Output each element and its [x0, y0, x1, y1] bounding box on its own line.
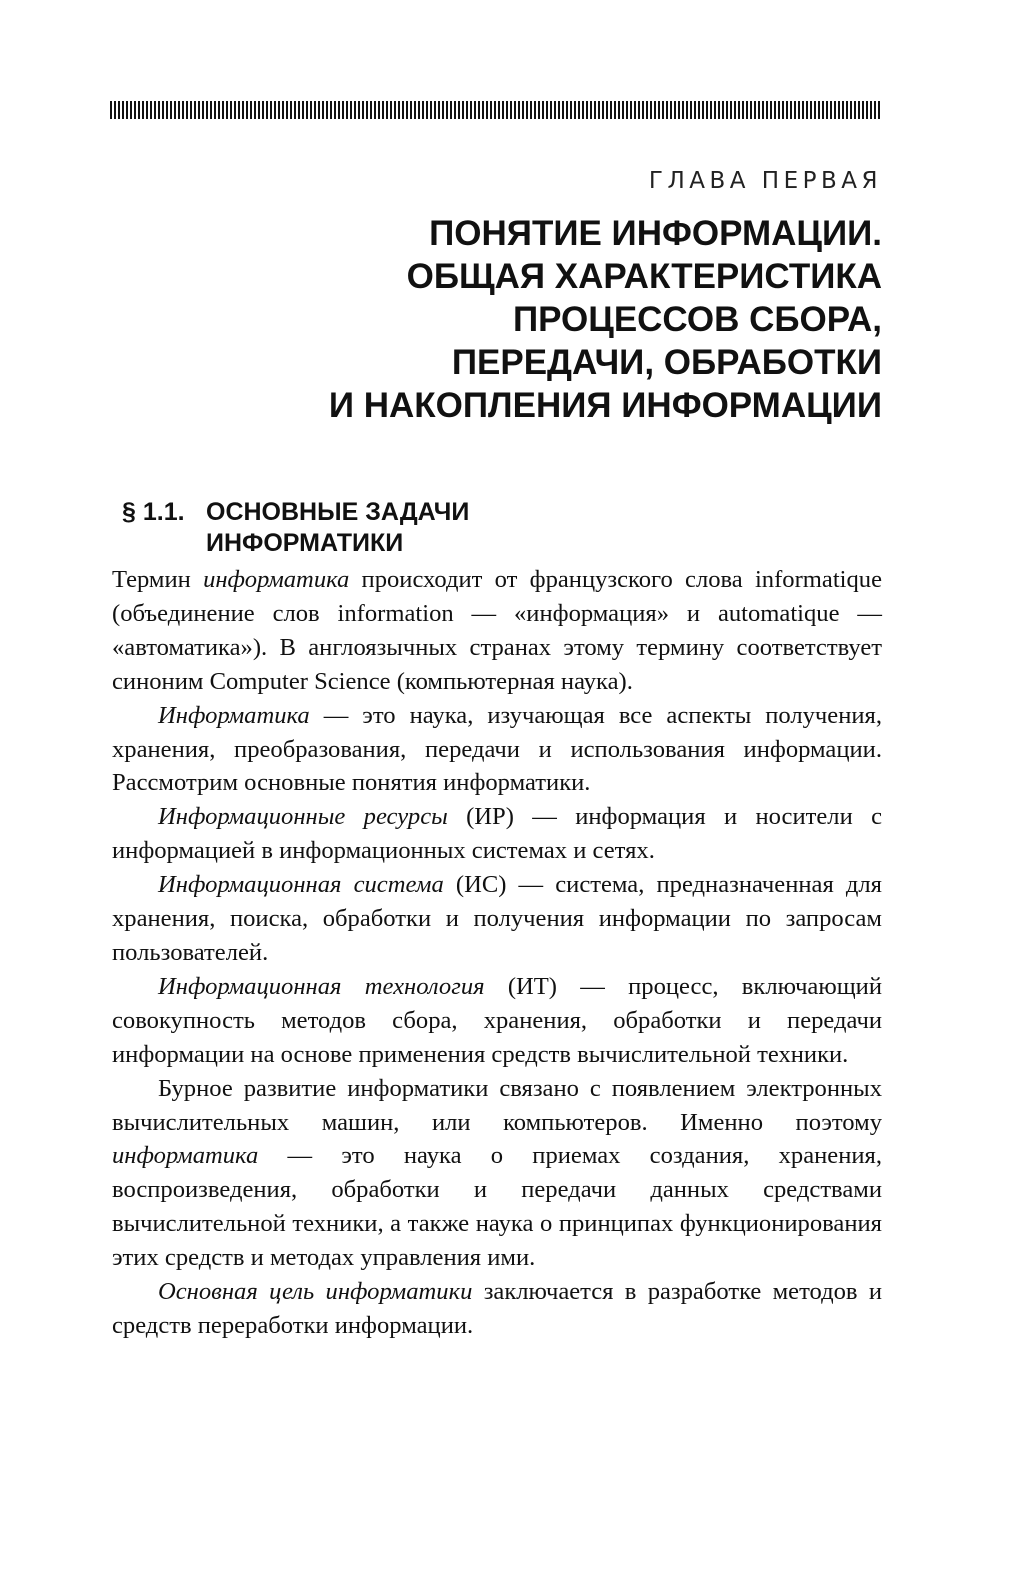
- paragraph-text: заключается в разработке методов и средств переработки информации.: [112, 1278, 883, 1339]
- paragraph-text: (ИС) — система, предназначенная для хранения, поиска, обработки и получения информации по запросам пользователей.: [112, 871, 882, 966]
- chapter-title: [262, 212, 882, 427]
- italic-term: Информационная технология: [158, 972, 485, 1000]
- paragraph-text: Термин: [112, 566, 204, 593]
- header-decorative-rule: [110, 101, 882, 119]
- italic-term: Основная цель информатики: [158, 1278, 473, 1306]
- italic-term: Информационная система: [158, 871, 444, 899]
- section-title-line: ИНФОРМАТИКИ: [206, 529, 404, 557]
- section-title-line: ОСНОВНЫЕ ЗАДАЧИ: [206, 498, 470, 526]
- paragraph-text: Бурное развитие информатики связано с появлением электронных вычислительных машин, или компьютеров. Именно поэтому: [112, 1074, 882, 1136]
- chapter-label: ГЛАВА ПЕРВАЯ: [648, 168, 882, 194]
- italic-term: Информатика: [158, 701, 310, 729]
- body-text: [112, 563, 882, 1343]
- section-heading: [122, 497, 469, 559]
- italic-term: информатика: [112, 1142, 259, 1170]
- paragraph-text: — это наука о приемах создания, хранения, воспроизведения, обработки и передачи данных средствами вычислительной техники, а также наука о принципах функционирования этих средств и методах управления ими.: [112, 1142, 882, 1272]
- paragraph-text: (ИР) — информация и носители с информацией в информационных системах и сетях.: [112, 803, 882, 865]
- chapter-title-line: ПРОЦЕССОВ СБОРА,: [512, 300, 882, 339]
- italic-term: Информационные ресурсы: [158, 803, 448, 831]
- italic-term: информатика: [203, 566, 350, 593]
- paragraph: [112, 1275, 882, 1343]
- paragraph-text: происходит от французского слова informatique (объединение слов information — «информация» и automatique — «автоматика»). В англоязычных странах этому термину соответствует синоним Computer Science (компьютерная наука).: [112, 566, 882, 695]
- paragraph: [112, 1072, 882, 1275]
- chapter-title-line: ПОНЯТИЕ ИНФОРМАЦИИ.: [429, 214, 882, 253]
- paragraph: [112, 800, 882, 868]
- chapter-title-line: И НАКОПЛЕНИЯ ИНФОРМАЦИИ: [328, 386, 882, 425]
- paragraph: [112, 699, 882, 801]
- paragraph: [112, 970, 882, 1072]
- paragraph-text: — это наука, изучающая все аспекты получения, хранения, преобразования, передачи и использования информации. Рассмотрим основные понятия информатики.: [112, 701, 882, 797]
- paragraph: [112, 563, 882, 699]
- chapter-title-line: ПЕРЕДАЧИ, ОБРАБОТКИ: [451, 343, 882, 382]
- paragraph-text: (ИТ) — процесс, включающий совокупность методов сбора, хранения, обработки и передачи информации на основе применения средств вычислительной техники.: [112, 972, 882, 1068]
- chapter-title-line: ОБЩАЯ ХАРАКТЕРИСТИКА: [406, 257, 882, 296]
- paragraph: [112, 868, 882, 970]
- section-number: § 1.1.: [122, 498, 185, 526]
